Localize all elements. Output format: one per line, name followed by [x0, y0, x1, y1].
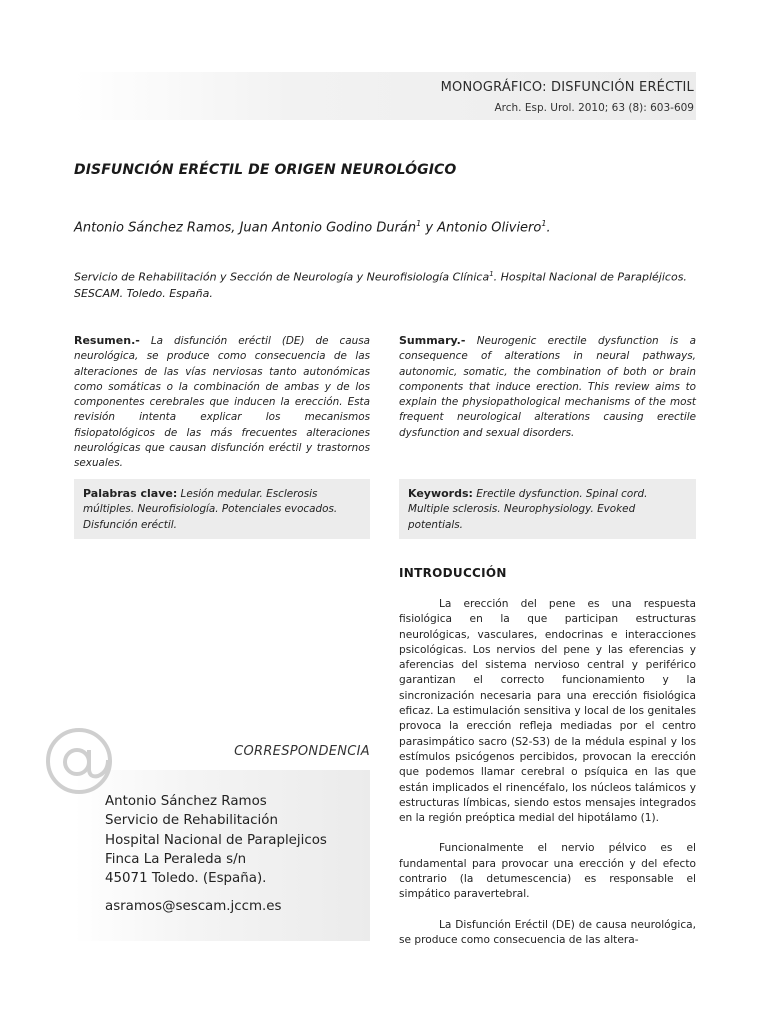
- abstract-english-lead: Summary.-: [399, 334, 466, 347]
- keywords-spanish-lead: Palabras clave:: [83, 487, 178, 500]
- authors-middle: y Antonio Oliviero: [421, 220, 542, 236]
- journal-section-title: MONOGRÁFICO: DISFUNCIÓN ERÉCTIL: [440, 80, 694, 95]
- abstract-spanish-text: La disfunción eréctil (DE) de causa neurológica, se produce como consecuencia de las alteraciones de las vías nerviosas tanto autonómicas como somáticas o la combinación de ambas y de los componentes cerebrales que inducen la erección. Esta revisión intenta explicar los mecanismos fisiopatológicos de las más frecuentes alteraciones neurológicas que causan disfunción eréctil y trastornos sexuales.: [74, 335, 370, 470]
- correspondence-address: [105, 792, 327, 888]
- introduction-paragraph: La erección del pene es una respuesta fisiológica en la que participan estructuras neurológicas, vasculares, endocrinas e interacciones psicológicas. Los nervios del pene y las eferencias y aferencias del sistema nervioso central y periférico garantizan el correcto funcionamiento y la sincronización necesaria para una erección fisiológica eficaz. La estimulación sensitiva y local de los genitales provoca la erección refleja mediadas por el centro parasimpático sacro (S2-S3) de la médula espinal y los estímulos psicógenos percibidos, provocan la erección que podemos llamar cerebral o psíquica en las que están implicados el rinencéfalo, los núcleos talámicos y estructuras límbicas, siendo estos mensajes integrados en la región preóptica medial del hipotálamo (1).: [399, 598, 696, 825]
- keywords-spanish-box: [74, 479, 370, 539]
- affiliation-part-a: Servicio de Rehabilitación y Sección de Neurología y Neurofisiología Clínica: [74, 270, 490, 284]
- abstract-spanish-lead: Resumen.-: [74, 334, 140, 347]
- address-line: Hospital Nacional de Paraplejicos: [105, 832, 327, 848]
- introduction-paragraph: La Disfunción Eréctil (DE) de causa neurológica, se produce como consecuencia de las altera-: [399, 918, 696, 946]
- address-line: Servicio de Rehabilitación: [105, 813, 278, 829]
- article-authors: [74, 219, 551, 235]
- correspondence-email[interactable]: asramos@sescam.jccm.es: [105, 899, 282, 914]
- authors-superscript: 1: [416, 219, 422, 228]
- article-affiliation: [74, 266, 704, 302]
- authors-main: Antonio Sánchez Ramos, Juan Antonio Godino Durán: [74, 220, 417, 236]
- at-sign-icon: [44, 726, 114, 796]
- affiliation-superscript: 1: [489, 270, 494, 278]
- authors-superscript: 1: [541, 219, 547, 228]
- article-title: DISFUNCIÓN ERÉCTIL DE ORIGEN NEUROLÓGICO: [74, 162, 457, 178]
- abstract-english: [399, 333, 696, 441]
- abstract-spanish: [74, 333, 370, 472]
- abstract-english-text: Neurogenic erectile dysfunction is a consequence of alterations in neural pathways, autonomic, somatic, the combination of both or brain components that induce erection. This review aims to explain the physiopathological mechanisms of the most frequent neurological alterations causing erectile dysfunction and sexual disorders.: [399, 335, 696, 439]
- introduction-paragraph: Funcionalmente el nervio pélvico es el fundamental para provocar una erección y del efecto contrario (la detumescencia) es responsable el simpático paravertebral.: [399, 842, 696, 901]
- keywords-english-lead: Keywords:: [408, 487, 473, 500]
- address-line: Finca La Peraleda s/n: [105, 851, 247, 867]
- authors-end: .: [546, 220, 551, 236]
- introduction-heading: INTRODUCCIÓN: [399, 566, 507, 580]
- affiliation-part-b: . Hospital Nacional de Parapléjicos. SESCAM. Toledo. España.: [74, 270, 687, 300]
- journal-citation: Arch. Esp. Urol. 2010; 63 (8): 603-609: [494, 102, 694, 114]
- correspondence-heading: CORRESPONDENCIA: [234, 744, 370, 759]
- address-line: Antonio Sánchez Ramos: [105, 794, 267, 809]
- keywords-english-box: [399, 479, 696, 539]
- introduction-body: [399, 597, 696, 963]
- address-line: 45071 Toledo. (España).: [105, 871, 267, 887]
- keywords-english-text: Erectile dysfunction. Spinal cord. Multiple sclerosis. Neurophysiology. Evoked potentials.: [408, 488, 648, 531]
- keywords-spanish-text: Lesión medular. Esclerosis múltiples. Neurofisiología. Potenciales evocados. Disfunción eréctil.: [83, 488, 338, 531]
